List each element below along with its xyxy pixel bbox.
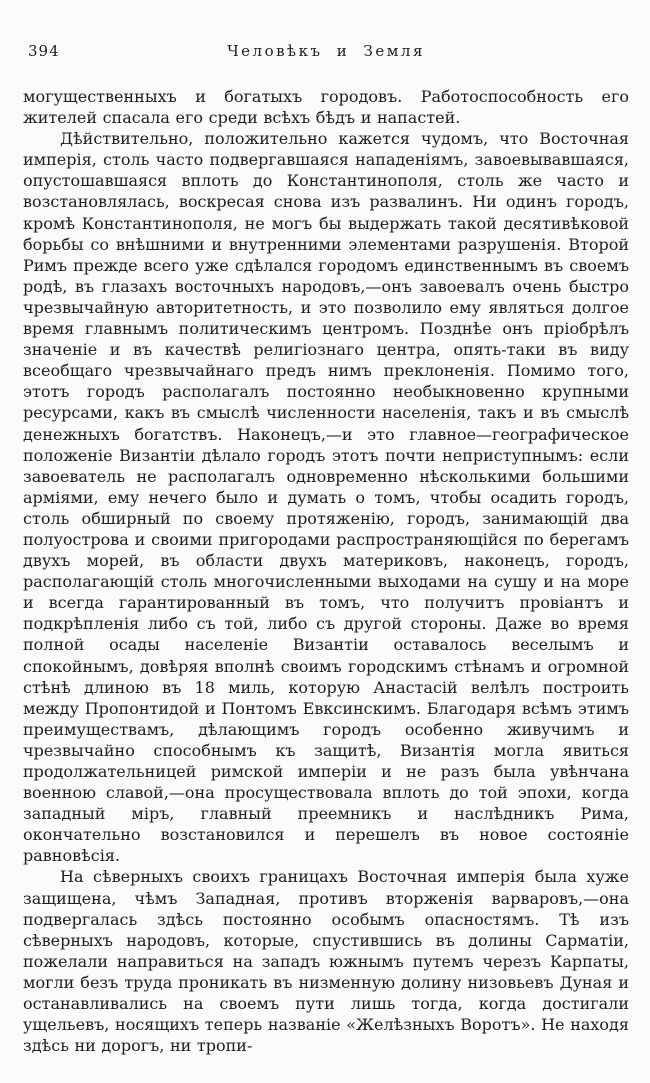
body-text xyxy=(23,86,629,1056)
paragraph: Дѣйствительно, положительно кажется чудомъ, что Восточная имперія, столь часто подвергавшаяся нападеніямъ, завоевывавшаяся, опустошавшаяся вплоть до Константинополя, столь же часто и возстановлялась, воскресая снова изъ развалинъ. Ни одинъ городъ, кромѣ Константинополя, не могъ бы выдержать такой десятивѣковой борьбы со внѣшними и внутренними элементами разрушенія. Второй Римъ прежде всего уже сдѣлался городомъ единственнымъ въ своемъ родѣ, въ глазахъ восточныхъ народовъ,—онъ завоевалъ очень быстро чрезвычайную авторитетность, и это позволило ему являться долгое время главнымъ политическимъ центромъ. Позднѣе онъ пріобрѣлъ значеніе и въ качествѣ религіознаго центра, опять-таки въ виду всеобщаго чрезвычайнаго предъ нимъ преклоненія. Помимо того, этотъ городъ располагалъ постоянно необыкновенно крупными ресурсами, какъ въ смыслѣ численности населенія, такъ и въ смыслѣ денежныхъ богатствъ. Наконецъ,—и это главное—географическое положеніе Византіи дѣлало городъ этотъ почти неприступнымъ: если завоеватель не располагалъ одновременно нѣсколькими большими арміями, ему нечего было и думать о томъ, чтобы осадить городъ, столь обширный по своему протяженію, городъ, занимающій два полуострова и своими пригородами распространяющійся по берегамъ двухъ морей, въ области двухъ материковъ, наконецъ, городъ, располагающій столь многочисленными выходами на сушу и на море и всегда гарантированный въ томъ, что получитъ провіантъ и подкрѣпленія либо съ той, либо съ другой стороны. Даже во время полной осады населеніе Византіи оставалось веселымъ и спокойнымъ, довѣряя вполнѣ своимъ городскимъ стѣнамъ и огромной стѣнѣ длиною въ 18 миль, которую Анастасій велѣлъ построить между Пропонтидой и Понтомъ Евксинскимъ. Благодаря всѣмъ этимъ преимуществамъ, дѣлающимъ городъ особенно живучимъ и чрезвычайно способнымъ къ защитѣ, Византія могла явиться продолжательницей римской имперіи и не разъ была увѣнчана военною славой,—она просуществовала вплоть до той эпохи, когда западный міръ, главный преемникъ и наслѣдникъ Рима, окончательно возстановился и перешелъ въ новое состояніе равновѣсія. xyxy=(23,129,629,866)
paragraph: На сѣверныхъ своихъ границахъ Восточная имперія была хуже защищена, чѣмъ Западная, противъ вторженія варваровъ,—она подвергалась здѣсь постоянно особымъ опасностямъ. Тѣ изъ сѣверныхъ народовъ, которые, спустившись въ долины Сарматіи, пожелали направиться на западъ южнымъ путемъ черезъ Карпаты, могли безъ труда проникать въ низменную долину низовьевъ Дуная и останавливались на своемъ пути лишь тогда, когда достигали ущельевъ, носящихъ теперь названіе «Желѣзныхъ Воротъ». Не находя здѣсь ни дорогъ, ни тропи- xyxy=(23,867,629,1056)
page-number: 394 xyxy=(28,42,60,60)
page-header xyxy=(23,40,629,62)
running-title: Человѣкъ и Земля xyxy=(227,42,425,60)
paragraph-continuation: могущественныхъ и богатыхъ городовъ. Работоспособность его жителей спасала его среди всѣхъ бѣдъ и напастей. xyxy=(23,87,629,128)
